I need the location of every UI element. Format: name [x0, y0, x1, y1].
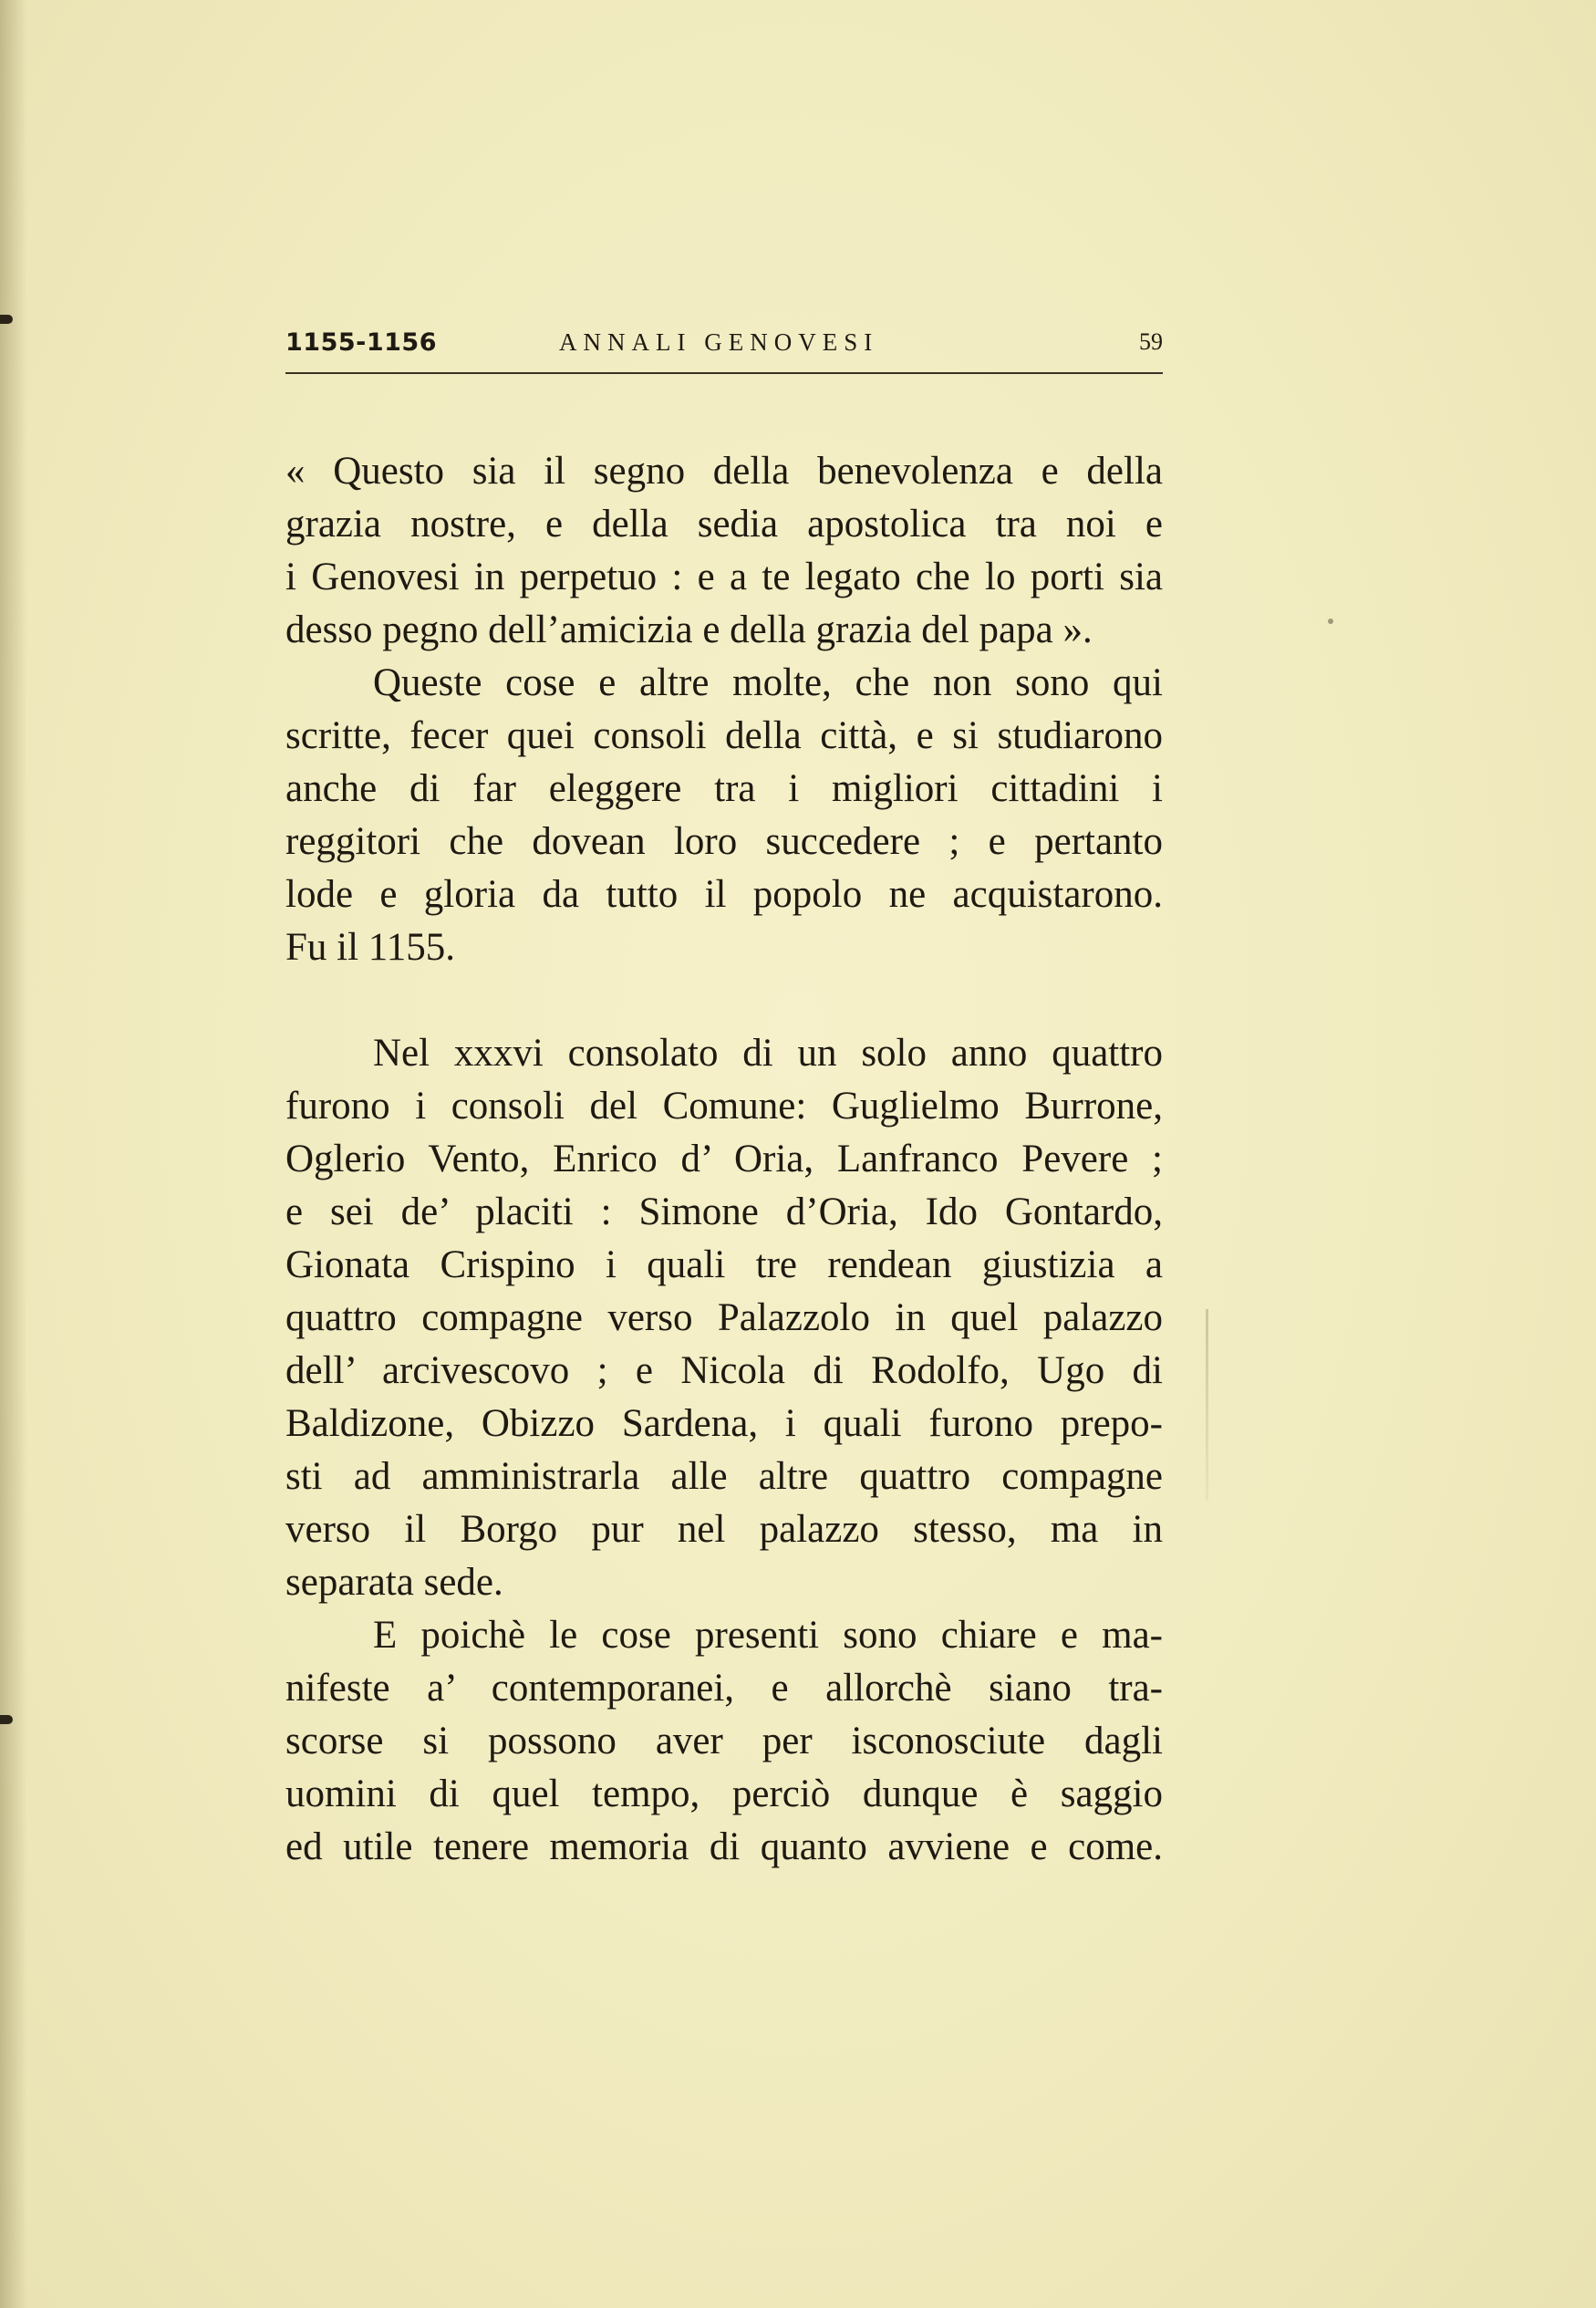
text-line: Queste cose e altre molte, che non sono qui — [373, 661, 1163, 704]
text-line: Baldizone, Obizzo Sardena, i quali furono prepo- — [285, 1402, 1163, 1445]
text-line: furono i consoli del Comune: Guglielmo Burrone, — [285, 1085, 1163, 1128]
margin-pencil-mark — [1206, 1309, 1208, 1501]
text-line: lode e gloria da tutto il popolo ne acquistarono. — [285, 873, 1163, 916]
paragraph — [285, 657, 1163, 974]
binding-thread-mark — [0, 315, 13, 324]
binding-thread-mark — [0, 1715, 13, 1724]
text-line: Nel xxxvi consolato di un solo anno quattro — [373, 1032, 1163, 1075]
running-head — [285, 328, 1163, 370]
text-line: ed utile tenere memoria di quanto avviene e come. — [285, 1825, 1163, 1868]
text-line: scritte, fecer quei consoli della città, e si studiarono — [285, 714, 1163, 757]
body-text — [285, 445, 1163, 1874]
text-line: grazia nostre, e della sedia apostolica tra noi e — [285, 503, 1163, 546]
text-line: verso il Borgo pur nel palazzo stesso, ma in — [285, 1508, 1163, 1551]
text-line: Oglerio Vento, Enrico d’ Oria, Lanfranco Pevere ; — [285, 1138, 1163, 1180]
text-line: scorse si possono aver per isconosciute dagli — [285, 1720, 1163, 1762]
text-line: « Questo sia il segno della benevolenza e della — [285, 450, 1163, 493]
text-line: i Genovesi in perpetuo : e a te legato che lo porti sia — [285, 556, 1163, 598]
text-line: Gionata Crispino i quali tre rendean giustizia a — [285, 1243, 1163, 1286]
text-line: nifeste a’ contemporanei, e allorchè siano tra- — [285, 1667, 1163, 1710]
ink-spot — [1328, 619, 1333, 624]
text-line: e sei de’ placiti : Simone d’Oria, Ido Gontardo, — [285, 1190, 1163, 1233]
paragraph — [285, 445, 1163, 657]
header-years: 1155-1156 — [285, 328, 437, 357]
paragraph — [285, 1609, 1163, 1874]
text-line: reggitori che dovean loro succedere ; e pertanto — [285, 820, 1163, 863]
text-line: dell’ arcivescovo ; e Nicola di Rodolfo, Ugo di — [285, 1349, 1163, 1392]
text-line: quattro compagne verso Palazzolo in quel palazzo — [285, 1296, 1163, 1339]
text-line: separata sede. — [285, 1561, 503, 1604]
paragraph — [285, 1027, 1163, 1609]
binding-edge-shadow — [0, 0, 27, 2308]
page-number: 59 — [1139, 328, 1163, 355]
text-line: sti ad amministrarla alle altre quattro compagne — [285, 1455, 1163, 1498]
text-line: anche di far eleggere tra i migliori cittadini i — [285, 767, 1163, 810]
text-line: Fu il 1155. — [285, 926, 455, 969]
text-line: desso pegno dell’amicizia e della grazia del papa ». — [285, 608, 1093, 651]
header-rule — [285, 372, 1163, 374]
header-title: ANNALI GENOVESI — [559, 328, 879, 356]
text-line: uomini di quel tempo, perciò dunque è saggio — [285, 1773, 1163, 1815]
text-line: E poichè le cose presenti sono chiare e ma- — [373, 1614, 1163, 1657]
